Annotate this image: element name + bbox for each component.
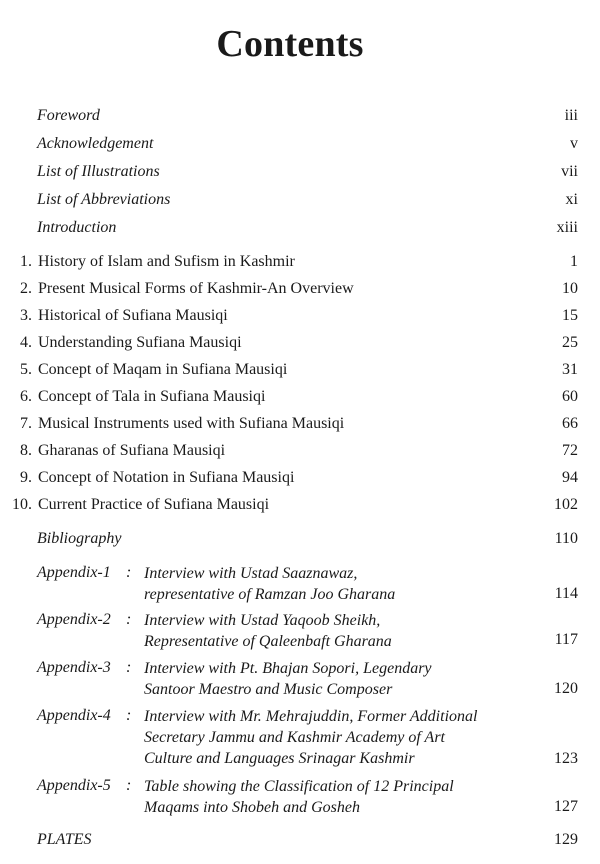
entry-label: Present Musical Forms of Kashmir-An Overview <box>38 280 354 297</box>
entry-label: Gharanas of Sufiana Mausiqi <box>38 442 226 459</box>
chapter-number: 8. <box>20 442 32 459</box>
entry-label: Understanding Sufiana Mausiqi <box>38 334 242 351</box>
page-number: 123 <box>554 750 578 767</box>
entry-label: Current Practice of Sufiana Mausiqi <box>38 496 270 513</box>
page-number: 10 <box>562 280 578 297</box>
entry-label: Concept of Tala in Sufiana Mausiqi <box>38 388 266 405</box>
appendix-label: Appendix-5 <box>37 777 111 794</box>
page-number: 117 <box>554 631 578 648</box>
entry-label: Historical of Sufiana Mausiqi <box>38 307 228 324</box>
appendix-description: Interview with Mr. Mehrajuddin, Former Additional Secretary Jammu and Kashmir Academy of Art Culture and Languages Srinagar Kashmir <box>144 708 478 767</box>
chapter-number: 9. <box>20 469 32 486</box>
page-number: 72 <box>562 442 578 459</box>
page-number: 15 <box>562 307 578 324</box>
page-number: 114 <box>554 585 578 602</box>
page-number: 127 <box>554 798 578 815</box>
entry-label: Concept of Maqam in Sufiana Mausiqi <box>38 361 288 378</box>
appendix-colon: : <box>126 564 132 581</box>
appendix-label: Appendix-3 <box>37 659 111 676</box>
chapter-number: 2. <box>20 280 32 297</box>
page-number: 110 <box>554 530 578 547</box>
appendix-label: Appendix-4 <box>37 707 111 724</box>
page-number: 94 <box>562 469 578 486</box>
chapter-number: 7. <box>20 415 32 432</box>
entry-label: Acknowledgement <box>37 135 154 152</box>
appendix-description: Interview with Ustad Saaznawaz, representative of Ramzan Joo Gharana <box>144 565 396 603</box>
page-number: 102 <box>554 496 578 513</box>
page-number: v <box>570 135 578 152</box>
page-number: 120 <box>554 680 578 697</box>
entry-label: History of Islam and Sufism in Kashmir <box>38 253 295 270</box>
entry-label: Bibliography <box>37 530 122 547</box>
appendix-label: Appendix-2 <box>37 611 111 628</box>
entry-label: Foreword <box>37 107 100 124</box>
page-number: 66 <box>562 415 578 432</box>
page-number: 60 <box>562 388 578 405</box>
page-title: Contents <box>216 23 364 65</box>
entry-label: PLATES <box>37 831 92 848</box>
entry-label: Musical Instruments used with Sufiana Mausiqi <box>38 415 345 432</box>
entry-label: List of Illustrations <box>37 163 160 180</box>
appendix-colon: : <box>126 777 132 794</box>
page-number: iii <box>564 107 578 124</box>
appendix-colon: : <box>126 611 132 628</box>
chapter-number: 3. <box>20 307 32 324</box>
page-number: vii <box>561 163 578 180</box>
page-number: 129 <box>554 831 578 848</box>
appendix-colon: : <box>126 707 132 724</box>
chapter-number: 5. <box>20 361 32 378</box>
page-number: 31 <box>562 361 578 378</box>
appendix-label: Appendix-1 <box>37 564 111 581</box>
page-number: 25 <box>562 334 578 351</box>
appendix-description: Table showing the Classification of 12 Principal Maqams into Shobeh and Gosheh <box>144 778 454 816</box>
page-number: 1 <box>570 253 578 270</box>
entry-label: Concept of Notation in Sufiana Mausiqi <box>38 469 295 486</box>
appendix-description: Interview with Ustad Yaqoob Sheikh, Representative of Qaleenbaft Gharana <box>144 612 392 650</box>
page-number: xiii <box>556 219 578 236</box>
chapter-number: 6. <box>20 388 32 405</box>
appendix-description: Interview with Pt. Bhajan Sopori, Legendary Santoor Maestro and Music Composer <box>144 660 432 698</box>
chapter-number: 4. <box>20 334 32 351</box>
entry-label: List of Abbreviations <box>37 191 171 208</box>
page-number: xi <box>565 191 578 208</box>
chapter-number: 1. <box>20 253 32 270</box>
entry-label: Introduction <box>37 219 117 236</box>
appendix-colon: : <box>126 659 132 676</box>
chapter-number: 10. <box>12 496 32 513</box>
